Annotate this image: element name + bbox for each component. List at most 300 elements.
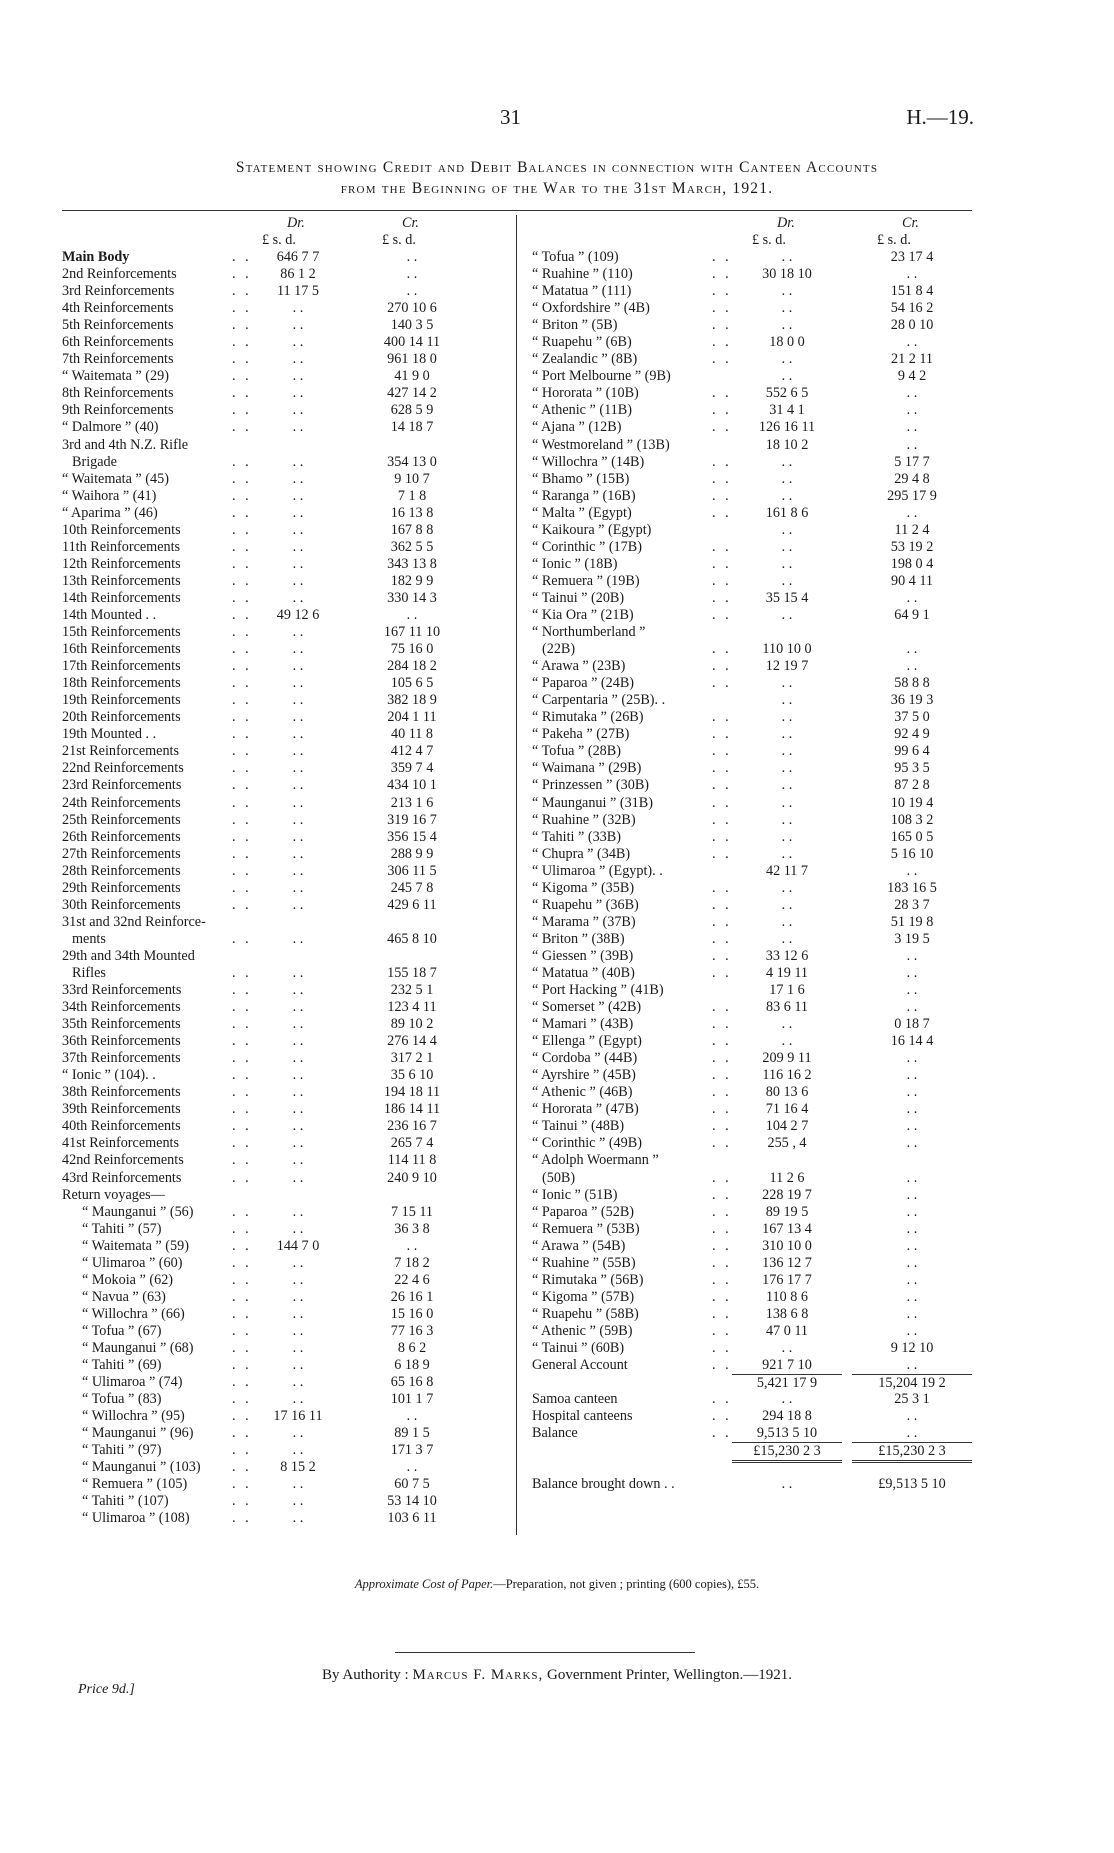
leader-dots: . . [232, 334, 252, 351]
credit-amount: 87 2 8 [894, 777, 930, 794]
debit-amount: . . [292, 351, 304, 368]
table-row [62, 419, 502, 436]
credit-amount: . . [906, 1288, 918, 1305]
left-dr-heading: Dr. [287, 215, 305, 231]
account-name: “ Giessen ” (39B) [532, 947, 634, 964]
table-row [532, 300, 972, 317]
table-row [532, 914, 972, 931]
table-row [532, 266, 972, 283]
debit-amount: . . [292, 982, 304, 999]
account-name: “ Marama ” (37B) [532, 913, 636, 930]
table-row [62, 1374, 502, 1391]
debit-amount: . . [292, 879, 304, 896]
table-row [532, 351, 972, 368]
credit-amount: . . [906, 1186, 918, 1203]
leader-dots: . . [712, 385, 732, 402]
leader-dots: . . [712, 709, 732, 726]
account-name: 11th Reinforcements [62, 538, 181, 555]
credit-amount: 3 19 5 [894, 930, 930, 947]
credit-amount: . . [906, 641, 918, 658]
debit-amount: . . [292, 709, 304, 726]
credit-amount: 103 6 11 [387, 1510, 437, 1527]
leader-dots: . . [232, 351, 252, 368]
credit-amount: 7 1 8 [397, 487, 427, 504]
table-row [62, 1306, 502, 1323]
leader-dots: . . [712, 317, 732, 334]
debit-amount: 11 17 5 [276, 283, 320, 300]
debit-amount: . . [781, 300, 793, 317]
credit-amount: 11 2 4 [894, 521, 930, 538]
credit-amount: . . [906, 1305, 918, 1322]
leader-dots: . . [712, 487, 732, 504]
cost-note [0, 1577, 1114, 1592]
debit-amount: 167 13 4 [762, 1220, 812, 1237]
table-row [532, 1374, 972, 1391]
credit-amount: . . [406, 606, 418, 623]
debit-amount: . . [781, 794, 793, 811]
table-row [532, 556, 972, 573]
credit-amount: 295 17 9 [887, 487, 937, 504]
account-name: 35th Reinforcements [62, 1016, 181, 1033]
credit-amount: . . [906, 1101, 918, 1118]
table-row [62, 1289, 502, 1306]
table-row [62, 1118, 502, 1135]
credit-amount: . . [906, 1425, 918, 1442]
table-row [62, 1152, 502, 1169]
title-line-1: Statement showing Credit and Debit Balances in connection with Canteen Accounts [235, 159, 879, 176]
credit-amount: . . [906, 1084, 918, 1101]
leader-dots: . . [712, 589, 732, 606]
leader-dots: . . [232, 1271, 252, 1288]
table-row [62, 897, 502, 914]
credit-amount: . . [906, 1118, 918, 1135]
account-name: 34th Reinforcements [62, 999, 181, 1016]
leader-dots: . . [232, 828, 252, 845]
leader-dots: . . [232, 555, 252, 572]
debit-amount: . . [781, 487, 793, 504]
credit-amount: 400 14 11 [383, 334, 441, 351]
table-row [62, 402, 502, 419]
debit-amount: . . [781, 726, 793, 743]
account-name: “ Paparoa ” (52B) [532, 1203, 635, 1220]
table-row [532, 675, 972, 692]
debit-amount: 255 , 4 [767, 1135, 807, 1152]
leader-dots: . . [232, 845, 252, 862]
leader-dots: . . [712, 760, 732, 777]
table-row [62, 1204, 502, 1221]
printer-name: Marcus F. Marks, [412, 1667, 544, 1683]
account-name: “ Tofua ” (109) [532, 249, 619, 265]
left-dr-units: £ s. d. [262, 232, 296, 248]
table-row [62, 266, 502, 283]
account-name: “ Arawa ” (54B) [532, 1237, 626, 1254]
credit-amount: 26 16 1 [390, 1288, 434, 1305]
leader-dots: . . [712, 1067, 732, 1084]
credit-amount: 240 9 10 [387, 1169, 437, 1186]
account-name: 28th Reinforcements [62, 862, 181, 879]
table-row [532, 1391, 972, 1408]
credit-amount: 9 4 2 [897, 368, 927, 385]
account-name: 15th Reinforcements [62, 624, 181, 641]
table-row [62, 624, 502, 641]
leader-dots: . . [232, 572, 252, 589]
account-name: “ Rimutaka ” (56B) [532, 1271, 644, 1288]
account-name: 40th Reinforcements [62, 1118, 181, 1135]
account-name: “ Briton ” (5B) [532, 317, 618, 334]
debit-amount: 921 7 10 [762, 1357, 812, 1374]
debit-amount: 31 4 1 [769, 402, 805, 419]
debit-amount: 83 6 11 [765, 999, 809, 1016]
leader-dots: . . [232, 317, 252, 334]
table-row [62, 471, 502, 488]
account-name: “ Tofua ” (67) [82, 1322, 162, 1339]
debit-amount: . . [781, 777, 793, 794]
debit-amount: 18 0 0 [769, 334, 805, 351]
account-name: “ Mokoia ” (62) [82, 1271, 174, 1288]
account-name: 41st Reinforcements [62, 1135, 180, 1152]
leader-dots: . . [712, 1340, 732, 1356]
column-separator [516, 215, 517, 1535]
debit-amount: . . [781, 675, 793, 692]
account-name: “ Ruahine ” (110) [532, 266, 633, 283]
leader-dots: . . [232, 1237, 252, 1254]
credit-amount: 412 4 7 [390, 743, 434, 760]
table-row [532, 1323, 972, 1340]
table-row [62, 795, 502, 812]
table-row [532, 1221, 972, 1238]
credit-amount: 330 14 3 [387, 589, 437, 606]
account-name: “ Aparima ” (46) [62, 504, 158, 521]
credit-amount: 306 11 5 [387, 862, 437, 879]
leader-dots: . . [232, 964, 252, 981]
account-name: “ Tahiti ” (97) [82, 1442, 162, 1459]
table-row [532, 1408, 972, 1425]
cost-text: —Preparation, not given ; printing (600 copies), £55. [493, 1577, 760, 1591]
leader-dots: . . [712, 606, 732, 623]
account-name: “ Dalmore ” (40) [62, 419, 159, 436]
table-row [62, 692, 502, 709]
credit-amount: 167 11 10 [383, 624, 441, 641]
leader-dots: . . [232, 862, 252, 879]
leader-dots: . . [232, 1357, 252, 1374]
debit-amount: 646 7 7 [276, 249, 320, 265]
left-table [62, 215, 502, 1528]
debit-amount: . . [781, 930, 793, 947]
table-row [532, 419, 972, 436]
credit-amount: 53 14 10 [387, 1493, 437, 1510]
debit-amount: 33 12 6 [765, 947, 809, 964]
leader-dots: . . [712, 1305, 732, 1322]
table-row [532, 1255, 972, 1272]
table-row [62, 573, 502, 590]
table-row [532, 1170, 972, 1187]
credit-amount: 99 6 4 [894, 743, 930, 760]
debit-amount: . . [781, 828, 793, 845]
debit-amount: . . [292, 641, 304, 658]
table-row [62, 999, 502, 1016]
account-name: “ Hororata ” (10B) [532, 385, 639, 402]
debit-amount: . . [781, 692, 793, 709]
table-row [62, 1272, 502, 1289]
table-row [532, 1459, 972, 1476]
credit-amount: 198 0 4 [890, 555, 934, 572]
debit-amount: . . [292, 743, 304, 760]
right-column-headings [532, 215, 972, 249]
credit-amount: £15,230 2 3 [852, 1442, 972, 1463]
table-row [62, 948, 502, 965]
account-name: “ Ruapehu ” (58B) [532, 1305, 639, 1322]
account-name: Hospital canteens [532, 1408, 633, 1425]
leader-dots: . . [232, 1135, 252, 1152]
leader-dots: . . [232, 743, 252, 760]
table-row [532, 1238, 972, 1255]
table-row [532, 1340, 972, 1357]
account-name: 16th Reinforcements [62, 641, 181, 658]
leader-dots: . . [712, 419, 732, 436]
debit-amount: . . [781, 470, 793, 487]
leader-dots: . . [712, 1169, 732, 1186]
account-name: “ Athenic ” (59B) [532, 1322, 633, 1339]
debit-amount: 104 2 7 [765, 1118, 809, 1135]
account-name: “ Waimana ” (29B) [532, 760, 642, 777]
debit-amount: 144 7 0 [276, 1237, 320, 1254]
debit-amount: . . [781, 555, 793, 572]
account-name: 14th Reinforcements [62, 589, 181, 606]
credit-amount: 140 3 5 [390, 317, 434, 334]
table-row [62, 283, 502, 300]
left-cr-units: £ s. d. [382, 232, 416, 248]
debit-amount: 11 2 6 [769, 1169, 805, 1186]
debit-amount: 49 12 6 [276, 606, 320, 623]
account-name: “ Pakeha ” (27B) [532, 726, 630, 743]
credit-amount: . . [906, 436, 918, 453]
account-name: 3rd and 4th N.Z. Rifle [62, 436, 189, 453]
leader-dots: . . [712, 879, 732, 896]
debit-amount: . . [292, 624, 304, 641]
table-row [62, 607, 502, 624]
account-name: “ Paparoa ” (24B) [532, 675, 635, 692]
leader-dots: . . [232, 760, 252, 777]
debit-amount: . . [292, 487, 304, 504]
account-name: 6th Reinforcements [62, 334, 174, 351]
table-row [532, 539, 972, 556]
leader-dots: . . [232, 896, 252, 913]
debit-amount: . . [292, 1340, 304, 1356]
debit-amount: . . [781, 249, 793, 265]
account-name: Samoa canteen [532, 1391, 618, 1408]
credit-amount: 171 3 7 [390, 1442, 434, 1459]
leader-dots: . . [232, 1067, 252, 1084]
leader-dots: . . [232, 930, 252, 947]
leader-dots: . . [232, 879, 252, 896]
table-row [532, 880, 972, 897]
credit-amount: 5 17 7 [894, 453, 930, 470]
leader-dots: . . [712, 1391, 732, 1408]
account-name: “ Ulimaroa ” (60) [82, 1254, 183, 1271]
account-name: 43rd Reinforcements [62, 1169, 182, 1186]
credit-amount: 270 10 6 [387, 300, 437, 317]
credit-amount: 961 18 0 [387, 351, 437, 368]
table-row [532, 965, 972, 982]
account-name: “ Kaikoura ” (Egypt) [532, 521, 652, 538]
leader-dots: . . [712, 1357, 732, 1374]
table-row [62, 1101, 502, 1118]
credit-amount: 36 19 3 [890, 692, 934, 709]
debit-amount: £15,230 2 3 [732, 1442, 842, 1463]
leader-dots: . . [232, 1050, 252, 1067]
table-row [532, 982, 972, 999]
table-row [532, 488, 972, 505]
debit-amount: . . [781, 1391, 793, 1408]
credit-amount: . . [906, 334, 918, 351]
account-name: “ Remuera ” (19B) [532, 572, 640, 589]
table-row [62, 1442, 502, 1459]
debit-amount: . . [292, 1084, 304, 1101]
credit-amount: 54 16 2 [890, 300, 934, 317]
leader-dots: . . [712, 1271, 732, 1288]
leader-dots: . . [712, 675, 732, 692]
leader-dots: . . [232, 1203, 252, 1220]
leader-dots: . . [232, 419, 252, 436]
credit-amount: 101 1 7 [390, 1391, 434, 1408]
leader-dots: . . [712, 1408, 732, 1425]
account-name: 23rd Reinforcements [62, 777, 182, 794]
credit-amount: 15,204 19 2 [852, 1374, 972, 1392]
credit-amount: . . [906, 1203, 918, 1220]
debit-amount: . . [292, 470, 304, 487]
authority-line [0, 1667, 1114, 1684]
debit-amount: 71 16 4 [765, 1101, 809, 1118]
credit-amount: 359 7 4 [390, 760, 434, 777]
debit-amount: . . [781, 283, 793, 300]
credit-amount: 53 19 2 [890, 538, 934, 555]
account-name: 12th Reinforcements [62, 555, 181, 572]
account-name: Balance [532, 1425, 578, 1442]
debit-amount: . . [292, 1220, 304, 1237]
account-name: “ Corinthic ” (17B) [532, 538, 642, 555]
debit-amount: . . [292, 896, 304, 913]
account-name: “ Zealandic ” (8B) [532, 351, 638, 368]
leader-dots: . . [712, 641, 732, 658]
credit-amount: 354 13 0 [387, 453, 437, 470]
table-row [62, 368, 502, 385]
leader-dots: . . [232, 1220, 252, 1237]
credit-amount: 7 15 11 [390, 1203, 434, 1220]
table-row [62, 539, 502, 556]
table-row [62, 1323, 502, 1340]
debit-amount: . . [292, 402, 304, 419]
debit-amount: 176 17 7 [762, 1271, 812, 1288]
debit-amount: . . [292, 675, 304, 692]
leader-dots: . . [712, 1254, 732, 1271]
debit-amount: . . [292, 1050, 304, 1067]
debit-amount: . . [292, 1135, 304, 1152]
credit-amount: . . [906, 419, 918, 436]
table-row [62, 437, 502, 454]
leader-dots: . . [232, 385, 252, 402]
table-row [62, 658, 502, 675]
table-row [62, 1033, 502, 1050]
leader-dots: . . [232, 624, 252, 641]
table-row [532, 437, 972, 454]
account-name: “ Tofua ” (28B) [532, 743, 621, 760]
table-row [62, 1459, 502, 1476]
account-name: “ Ruahine ” (55B) [532, 1254, 636, 1271]
credit-amount: 429 6 11 [387, 896, 437, 913]
credit-amount: 65 16 8 [390, 1374, 434, 1391]
leader-dots: . . [712, 1220, 732, 1237]
title-line-2: from the Beginning of the War to the 31st March, 1921. [340, 180, 774, 197]
leader-dots: . . [712, 1101, 732, 1118]
debit-amount: . . [781, 368, 793, 385]
debit-amount: . . [292, 777, 304, 794]
debit-amount: . . [781, 845, 793, 862]
account-name: 39th Reinforcements [62, 1101, 181, 1118]
leader-dots: . . [232, 658, 252, 675]
account-name: “ Oxfordshire ” (4B) [532, 300, 650, 317]
credit-amount: 64 9 1 [894, 606, 930, 623]
credit-amount: 9 10 7 [394, 470, 430, 487]
debit-amount: . . [781, 1033, 793, 1050]
debit-amount: 80 13 6 [765, 1084, 809, 1101]
leader-dots: . . [232, 726, 252, 743]
leader-dots: . . [712, 1322, 732, 1339]
credit-amount: 95 3 5 [894, 760, 930, 777]
credit-amount: . . [406, 1459, 418, 1476]
credit-amount: 29 4 8 [894, 470, 930, 487]
table-row [532, 402, 972, 419]
debit-amount: . . [292, 419, 304, 436]
account-name: “ Ulimaroa ” (108) [82, 1510, 190, 1527]
table-row [62, 522, 502, 539]
leader-dots: . . [712, 964, 732, 981]
table-row [532, 317, 972, 334]
credit-amount: 77 16 3 [390, 1322, 434, 1339]
credit-amount: 362 5 5 [390, 538, 434, 555]
table-row [532, 1425, 972, 1442]
table-row [62, 846, 502, 863]
leader-dots: . . [232, 1033, 252, 1050]
leader-dots: . . [232, 641, 252, 658]
leader-dots: . . [712, 947, 732, 964]
left-cr-heading: Cr. [402, 215, 419, 231]
debit-amount: 110 8 6 [765, 1288, 809, 1305]
credit-amount: £9,513 5 10 [878, 1476, 946, 1493]
account-name: “ Maunganui ” (103) [82, 1459, 201, 1476]
table-row [532, 590, 972, 607]
leader-dots: . . [232, 982, 252, 999]
table-row [532, 829, 972, 846]
credit-amount: 0 18 7 [894, 1016, 930, 1033]
debit-amount: . . [292, 385, 304, 402]
account-name: “ Tahiti ” (107) [82, 1493, 169, 1510]
leader-dots: . . [232, 1510, 252, 1527]
table-row [532, 1152, 972, 1169]
credit-amount: 89 1 5 [394, 1425, 430, 1442]
account-name: “ Ruapehu ” (36B) [532, 896, 639, 913]
table-row [62, 385, 502, 402]
credit-amount: . . [906, 589, 918, 606]
table-row [62, 675, 502, 692]
leader-dots: . . [232, 794, 252, 811]
account-name: Brigade [72, 453, 117, 470]
table-row [62, 454, 502, 471]
debit-amount: . . [292, 1442, 304, 1459]
debit-amount: . . [292, 504, 304, 521]
account-name: “ Kigoma ” (57B) [532, 1288, 635, 1305]
table-row [532, 812, 972, 829]
table-row [532, 505, 972, 522]
